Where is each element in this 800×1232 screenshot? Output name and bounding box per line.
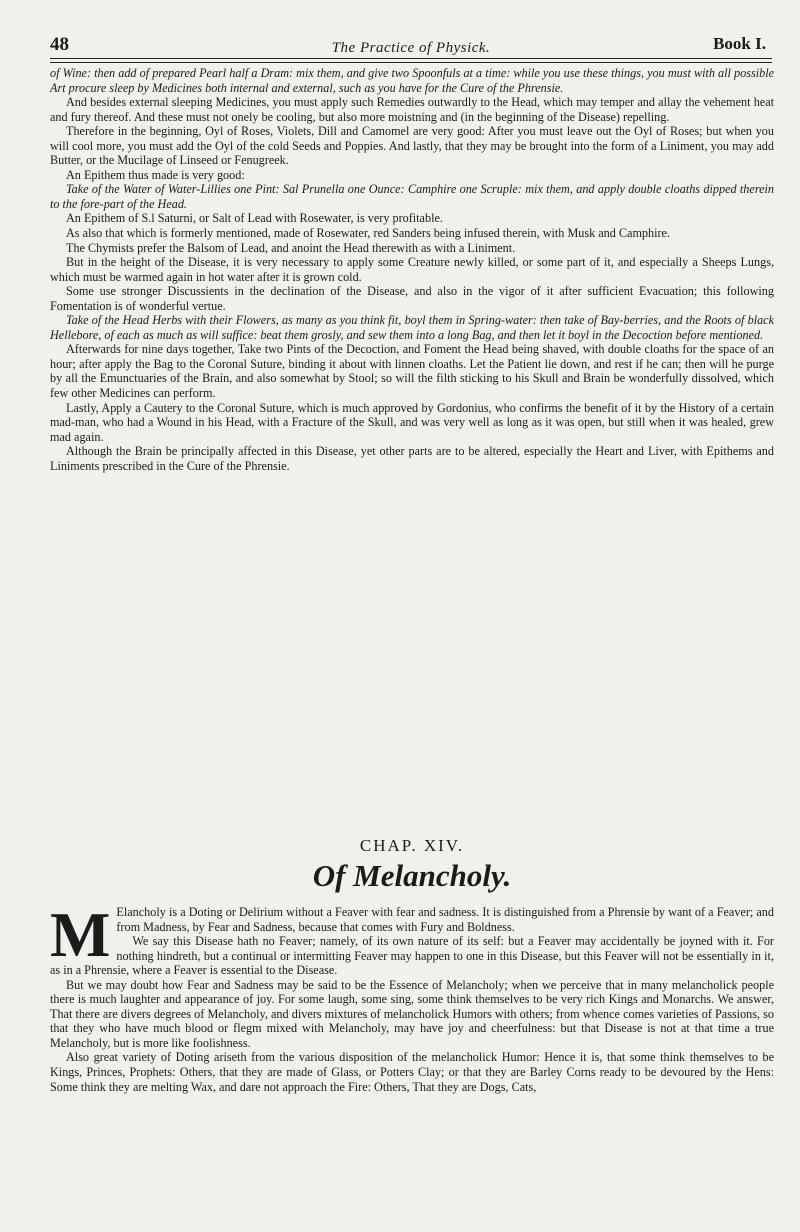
book-label: Book I. [713,34,766,53]
recipe: Take of the Water of Water-Lillies one Pint: Sal Prunella one Ounce: Camphire one Scruple: mix them, and apply double cloaths dipped therein to the fore-part of the Head. [50,182,774,211]
paragraph: An Epithem of S.l Saturni, or Salt of Lead with Rosewater, is very profitable. [66,211,443,226]
paragraph: Also great variety of Doting ariseth from the various disposition of the melancholick Humor: Hence it is, that some think themselves to be Kings, Princes, Prophets: Others, that they are made of Glass, or Potters Clay; or that they are Barley Corns ready to be devoured by the Hens: Some think they are melting Wax, and dare not approach the Fire: Others, That they are Dogs, Cats, [50,1050,774,1094]
paragraph: But we may doubt how Fear and Sadness may be said to be the Essence of Melancholy; when we perceive that in many melancholick people there is much laughter and appearance of joy. For some laugh, some sing, some think themselves to be very rich Kings and Monarchs. We answer, That there are divers degrees of Melancholy, and divers mixtures of melancholick Humors with others; from whence comes varieties of Passions, so that they who have much blood or flegm mixed with Melancholy, may have joy and cheerfulness: but that Disease is not at that time a true Melancholy, but is more like foolishness. [50,977,774,1050]
paragraph: An Epithem thus made is very good: [66,167,245,182]
paragraph: Afterwards for nine days together, Take two Pints of the Decoction, and Foment the Head being shaved, with double cloaths for the space of an hour; after apply the Bag to the Coronal Suture, binding it about with linnen cloaths. Let the Patient lie down, and rest if he can; then will he purge by all the Emunctuaries of the Brain, and also somewhat by Stool; so will the filth sticking to his Skull and Brain be wonderfully dissolved, which few other Medicines can perform. [50,342,774,401]
drop-cap: M [50,899,111,970]
paragraph: Lastly, Apply a Cautery to the Coronal Suture, which is much approved by Gordonius, who confirms the benefit of it by the History of a certain mad-man, who had a Wound in his Head, with a Fracture of the Skull, and was very well as long as it was open, but still when it was healed, grew mad again. [50,400,774,444]
page-number: 48 [50,34,69,55]
paragraph: of Wine: then add of prepared Pearl half a Dram: mix them, and give two Spoonfuls at a time: while you use these things, you must with all possible Art procure sleep by Medicines both internal and external, such as you have for the Cure of the Phrensie. [50,66,774,95]
chapter-number: CHAP. XIV. [359,836,465,855]
paragraph: But in the height of the Disease, it is very necessary to apply some Creature newly killed, or some part of it, and especially a Sheeps Lungs, which must be warmed again in hot water after it is grown cold. [50,255,774,284]
paragraph: Therefore in the beginning, Oyl of Roses, Violets, Dill and Camomel are very good: After you must leave out the Oyl of Roses; but when you will cool more, you must add the Oyl of the cold Seeds and Poppies. And lastly, that they may be brought into the form of a Liniment, you may add Butter, or the Mucilage of Linseed or Fenugreek. [50,124,774,168]
paragraph: Elancholy is a Doting or Delirium without a Feaver with fear and sadness. It is distinguished from a Phrensie by want of a Feaver; and from Madness, by Fear and Sadness, because that comes with Fury and Boldness. [116,905,774,934]
header-rule [50,58,772,59]
chapter-title: Of Melancholy. [312,858,512,893]
paragraph: And besides external sleeping Medicines, you must apply such Remedies outwardly to the Head, which may temper and allay the vehement heat and fury thereof. And these must not onely be cooling, but also more moistning and (in the beginning of the Disease) repelling. [50,95,774,124]
paragraph: The Chymists prefer the Balsom of Lead, and anoint the Head therewith as with a Liniment. [66,240,516,255]
main-text [50,66,774,473]
paragraph: Some use stronger Discussients in the declination of the Disease, and also in the vigor of it after sufficient Evacuation; this following Fomentation is of wonderful vertue. [50,284,774,313]
running-title: The Practice of Physick. [331,40,491,56]
header-rule-thin [50,62,772,63]
page-header [50,34,772,68]
recipe: Take of the Head Herbs with their Flowers, as many as you think fit, boyl them in Spring-water: then take of Bay-berries, and the Roots of black Hellebore, of each as much as will suffice: beat them grosly, and sew them into a long Bag, and then let it boyl in the Decoction before mentioned. [50,313,774,342]
paragraph: As also that which is formerly mentioned, made of Rosewater, red Sanders being infused therein, with Musk and Camphire. [66,226,671,241]
chapter-text [50,899,774,1094]
paragraph: We say this Disease hath no Feaver; namely, of its own nature of its self: but a Feaver may accidentally be joyned with it. For nothing hindreth, but a continual or intermitting Feaver may happen to one in this Disease, but this Feaver will not be essentially in it, as in a Phrensie, where a Feaver is essential to the Disease. [50,934,774,978]
paragraph: Although the Brain be principally affected in this Disease, yet other parts are to be altered, especially the Heart and Liver, with Epithems and Liniments prescribed in the Cure of the Phrensie. [50,444,774,473]
